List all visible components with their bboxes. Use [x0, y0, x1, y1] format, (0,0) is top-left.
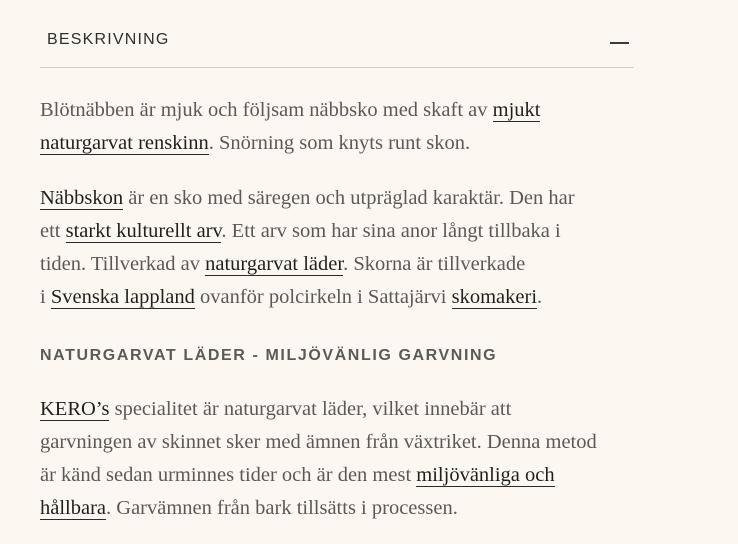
link-skomakeri[interactable]: skomakeri [451, 286, 538, 308]
link-naturgarvat-lader[interactable]: naturgarvat läder [205, 253, 344, 275]
link-naturgarvat-renskinn[interactable]: naturgarvat renskinn [40, 132, 209, 154]
accordion-title: BESKRIVNING [47, 31, 170, 48]
paragraph-nabbskon: Näbbskon är en sko med säregen och utpräglad karaktär. Den har ett starkt kulturellt arv. Ett arv som har sina anor långt tillbaka i tiden. Tillverkad av naturgarvat läder. Skorna är tillverkade i Svenska lappland ovanför polcirkeln i Sattajärvi skomakeri. [40, 187, 575, 308]
paragraph-intro: Blötnäbben är mjuk och följsam näbbsko med skaft av mjukt naturgarvat renskinn. Snörning som knyts runt skon. [40, 99, 541, 154]
paragraph-kero: KERO’s specialitet är naturgarvat läder, vilket innebär att garvningen av skinnet sker med ämnen från växtriket. Denna metod är känd sedan urminnes tider och är den mest miljövänliga och hållbara. Garvämnen från bark tillsätts i processen. [40, 398, 597, 519]
link-miljovanliga-och[interactable]: miljövänliga och [416, 464, 555, 486]
link-nabbskon[interactable]: Näbbskon [40, 187, 124, 209]
accordion-header-beskrivning[interactable] [40, 22, 634, 68]
link-starkt-kulturellt-arv[interactable]: starkt kulturellt arv [65, 220, 222, 242]
link-kero[interactable]: KERO’s [40, 398, 110, 420]
section-heading: NATURGARVAT LÄDER - MILJÖVÄNLIG GARVNING [40, 347, 498, 364]
link-hallbara[interactable]: hållbara [40, 497, 107, 519]
link-mjukt[interactable]: mjukt [492, 99, 541, 121]
link-svenska-lappland[interactable]: Svenska lappland [50, 286, 195, 308]
minus-icon[interactable] [610, 42, 629, 44]
